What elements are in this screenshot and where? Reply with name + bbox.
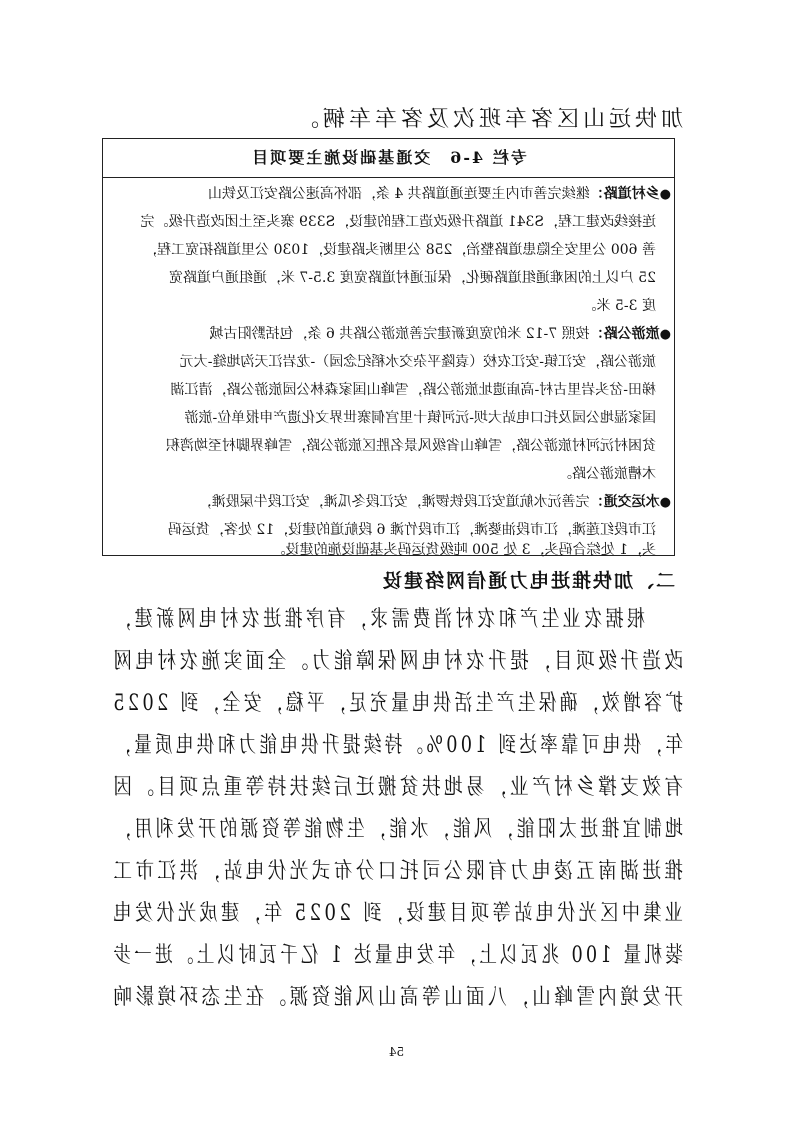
section-heading: 旅游公路： xyxy=(589,326,660,342)
section-text: 国家湿地公园及托口电站大坝-沅河镇十里宫侗寨世界文化遗产申报单位-旅游 xyxy=(184,410,656,426)
section-heading: 乡村道路： xyxy=(589,186,660,202)
infobox-title: 专栏 4-6 交通基础设施主要项目 xyxy=(103,139,674,178)
section-text: 善 600 公里安全隐患道路整治，258 公里断头路建设，1030 公里道路拓宽工程， xyxy=(143,242,656,258)
section-water-transport-line xyxy=(198,491,671,511)
page-number: 54 xyxy=(388,1045,405,1059)
intro-line: 加快远山区客车班次及客车车辆。 xyxy=(292,107,683,132)
section-text: 按照 7-12 米的宽度新建完善旅游公路共 6 条，包括黔阳古城 xyxy=(209,326,590,342)
paragraph-line: 改造升级项目，提升农村电网保障能力。全面实施农村电网 xyxy=(109,649,683,674)
infobox xyxy=(102,138,675,556)
section-rural-roads-line xyxy=(208,183,671,203)
paragraph-line: 业集中区光伏电站等项目建设，到 2025 年，建成光伏发电 xyxy=(110,901,683,926)
paragraph-line: 有效支撑乡村产业，易地扶贫搬迁后续扶持等重点项目。因 xyxy=(109,775,683,800)
section-text: 旅游公路，安江镇-安江农校（袁隆平杂交水稻纪念园）-龙岩江天沟地缝-大元 xyxy=(179,354,656,370)
section-text: 贫困村沅河村旅游公路，雪峰山省级风景名胜区旅游公路，雪峰界脚村至坳湾积 xyxy=(166,438,656,454)
section-tourism-roads-line xyxy=(209,323,671,343)
paragraph-line: 根据农业生产和农村消费需求，有序推进农村电网新建， xyxy=(109,607,645,632)
section-text: 连接线改建工程，S341 道路升级改造工程的建设，S339 寨头至土团改造升级。完 xyxy=(140,214,656,230)
paragraph-line: 开发境内雪峰山，八面山等高山风能资源。在生态环境影响 xyxy=(109,985,683,1010)
section-text: 25 户以上的困难通组道路硬化，保证通村道路宽度 3.5-7 米，通组通户道路宽 xyxy=(168,270,656,286)
section-text: 木槽旅游公路。 xyxy=(558,466,656,482)
section-text: 继续完善市内主要连通道路共 4 条，邵怀高速公路安江及铁山 xyxy=(207,186,590,202)
paragraph-line: 扩容增效，确保生产生活供电量充足，平稳，安全，到 2025 xyxy=(110,691,683,716)
bullet-icon: ● xyxy=(659,187,671,202)
section-text: 度 3-5 米。 xyxy=(582,298,656,314)
paragraph-line: 装机量 100 兆瓦以上，年发电量达 1 亿千瓦时以上。进一步 xyxy=(110,943,683,968)
section-text: 完善沅水航道安江段铁锣滩，安江段冬瓜滩，安江段牛屎股滩， xyxy=(197,494,590,510)
section-title: 二、加快推进电力通信网络建设 xyxy=(380,570,675,592)
paragraph-line: 年，供电可靠率达到 100%。持续提升供电能力和供电质量， xyxy=(110,733,683,758)
bullet-icon: ● xyxy=(659,495,671,510)
bullet-icon: ● xyxy=(659,327,671,342)
paragraph-line: 推进湖南五凌电力有限公司托口分布式光伏电站，洪江市工 xyxy=(109,859,683,884)
section-text: 江市段红莲滩，江市段油婆滩，江市段竹滩 6 段航道的建设，12 处客，货运码 xyxy=(167,522,656,538)
section-text: 梯田-岔头岩里古村-高庙遗址旅游公路，雪峰山国家森林公园旅游公路，清江湖 xyxy=(170,382,656,398)
section-text: 头，1 处综合码头，3 处 500 吨级货运码头基础设施的建设。 xyxy=(271,542,656,558)
paragraph-line: 地制宜推进太阳能，风能，水能，生物能等资源的开发利用， xyxy=(109,817,683,842)
section-heading: 水运交通： xyxy=(589,494,660,510)
